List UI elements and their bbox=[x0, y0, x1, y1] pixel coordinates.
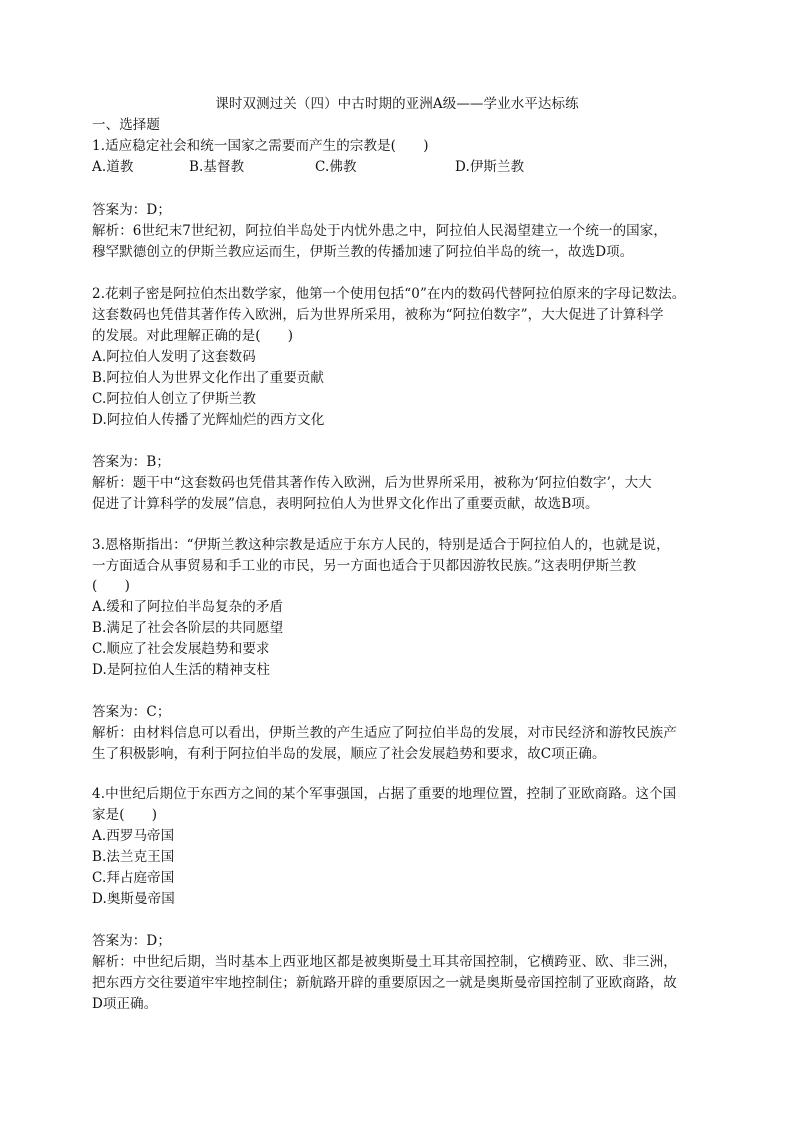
question-2-option-c: C.阿拉伯人创立了伊斯兰教 bbox=[92, 391, 256, 407]
question-2-stem-line: 这套数码也凭借其著作传入欧洲，后为世界所采用，被称为“阿拉伯数字”，大大促进了计算科学 bbox=[92, 307, 664, 323]
question-3-option-d: D.是阿拉伯人生活的精神支柱 bbox=[92, 662, 271, 678]
question-4-answer: 答案为：D； bbox=[92, 933, 171, 949]
question-3-stem-line: 一方面适合从事贸易和手工业的市民，另一方面也适合于贝都因游牧民族。”这表明伊斯兰教 bbox=[92, 558, 637, 574]
question-4-option-c: C.拜占庭帝国 bbox=[92, 870, 175, 886]
question-4-analysis-line: D项正确。 bbox=[92, 996, 158, 1012]
question-1-analysis-line: 穆罕默德创立的伊斯兰教应运而生，伊斯兰教的传播加速了阿拉伯半岛的统一，故选D项。 bbox=[92, 244, 634, 260]
question-1-answer: 答案为：D； bbox=[92, 202, 171, 218]
question-3-stem-line: ( ) bbox=[92, 578, 130, 594]
question-3-option-a: A.缓和了阿拉伯半岛复杂的矛盾 bbox=[92, 599, 284, 615]
question-4-stem-line: 4.中世纪后期位于东西方之间的某个军事强国，占据了重要的地理位置，控制了亚欧商路。这个国 bbox=[92, 786, 677, 802]
question-2-answer: 答案为：B； bbox=[92, 454, 171, 470]
question-4-analysis-line: 把东西方交往要道牢牢地控制住；新航路开辟的重要原因之一就是奥斯曼帝国控制了亚欧商路，故 bbox=[92, 975, 677, 991]
question-1-option-a: A.道教 bbox=[92, 159, 134, 175]
question-2-analysis-line: 促进了计算科学的发展”信息，表明阿拉伯人为世界文化作出了重要贡献，故选B项。 bbox=[92, 496, 599, 512]
question-4-option-a: A.西罗马帝国 bbox=[92, 828, 175, 844]
question-1-option-d: D.伊斯兰教 bbox=[455, 159, 525, 175]
question-4-analysis-line: 解析：中世纪后期，当时基本上西亚地区都是被奥斯曼土耳其帝国控制，它横跨亚、欧、非三洲， bbox=[92, 954, 677, 970]
section-heading: 一、选择题 bbox=[92, 117, 160, 133]
question-3-option-c: C.顺应了社会发展趋势和要求 bbox=[92, 641, 270, 657]
question-4-stem-line: 家是( ) bbox=[92, 807, 158, 823]
question-2-option-b: B.阿拉伯人为世界文化作出了重要贡献 bbox=[92, 370, 325, 386]
question-2-option-d: D.阿拉伯人传播了光辉灿烂的西方文化 bbox=[92, 412, 325, 428]
question-1-option-b: B.基督教 bbox=[189, 159, 245, 175]
question-2-stem-line: 的发展。对此理解正确的是( ) bbox=[92, 328, 294, 344]
question-4-option-b: B.法兰克王国 bbox=[92, 849, 175, 865]
question-3-option-b: B.满足了社会各阶层的共同愿望 bbox=[92, 620, 284, 636]
question-1-options bbox=[92, 157, 524, 177]
question-1-stem: 1.适应稳定社会和统一国家之需要而产生的宗教是( ) bbox=[92, 138, 429, 154]
question-1-analysis-line: 解析：6世纪末7世纪初，阿拉伯半岛处于内忧外患之中，阿拉伯人民渴望建立一个统一的国家， bbox=[92, 223, 667, 239]
question-1-option-c: C.佛教 bbox=[315, 159, 357, 175]
question-3-stem-line: 3.恩格斯指出：“伊斯兰教这种宗教是适应于东方人民的，特别是适合于阿拉伯人的，也就是说， bbox=[92, 537, 670, 553]
question-2-stem-line: 2.花剌子密是阿拉伯杰出数学家，他第一个使用包括“0”在内的数码代替阿拉伯原来的字母记数法。 bbox=[92, 286, 686, 302]
question-3-analysis-line: 生了积极影响，有利于阿拉伯半岛的发展，顺应了社会发展趋势和要求，故C项正确。 bbox=[92, 746, 606, 762]
question-3-answer: 答案为：C； bbox=[92, 704, 171, 720]
question-4-option-d: D.奥斯曼帝国 bbox=[92, 891, 175, 907]
question-2-option-a: A.阿拉伯人发明了这套数码 bbox=[92, 349, 256, 365]
question-2-analysis-line: 解析：题干中“这套数码也凭借其著作传入欧洲，后为世界所采用，被称为‘阿拉伯数字’，大大 bbox=[92, 475, 652, 491]
question-3-analysis-line: 解析：由材料信息可以看出，伊斯兰教的产生适应了阿拉伯半岛的发展，对市民经济和游牧民族产 bbox=[92, 725, 677, 741]
document-title: 课时双测过关（四）中古时期的亚洲A级——学业水平达标练 bbox=[215, 96, 579, 112]
